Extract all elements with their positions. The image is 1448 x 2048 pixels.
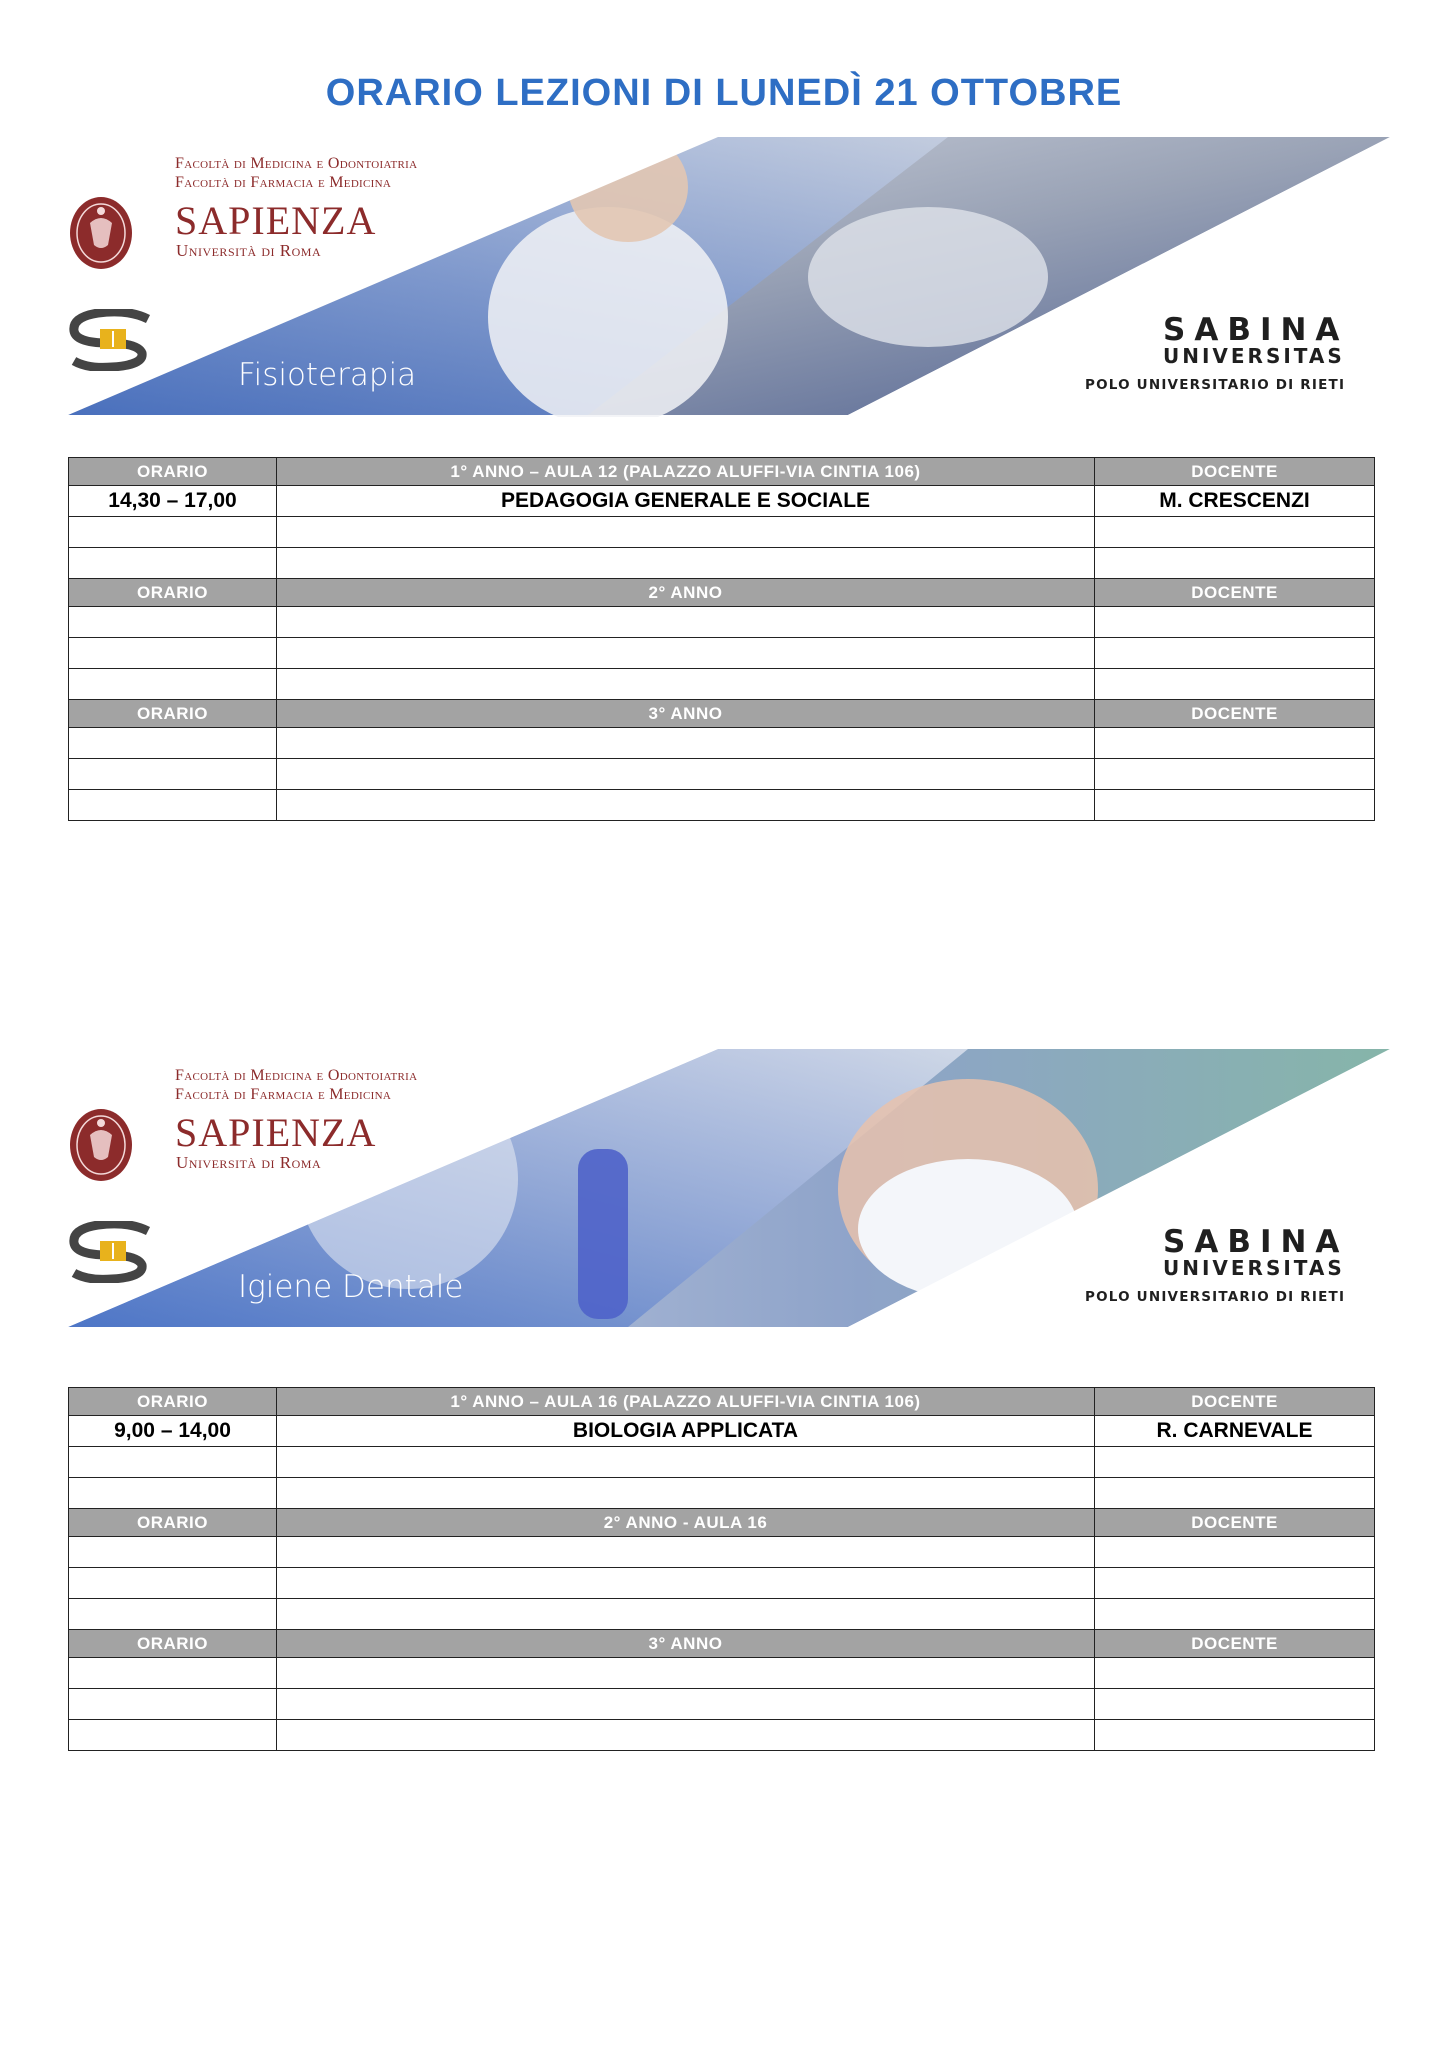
partner-name: SABINA [1163, 312, 1349, 348]
partner-tagline: POLO UNIVERSITARIO DI RIETI [1085, 1289, 1346, 1305]
header-cell: DOCENTE [1095, 1388, 1375, 1416]
header-cell: 2° ANNO - AULA 16 [277, 1509, 1095, 1537]
subject-cell [277, 728, 1095, 759]
table-row [69, 1447, 1375, 1478]
subject-cell [277, 1447, 1095, 1478]
teacher-cell [1095, 1478, 1375, 1509]
table-row [69, 1720, 1375, 1751]
table-row [69, 1478, 1375, 1509]
schedule-table-igiene-dentale [68, 1387, 1375, 1751]
faculty-line-2: Facoltà di Farmacia e Medicina [175, 174, 392, 191]
teacher-cell [1095, 1658, 1375, 1689]
time-cell [69, 759, 277, 790]
partner-name: SABINA [1163, 1224, 1349, 1260]
time-cell [69, 728, 277, 759]
time-cell [69, 548, 277, 579]
university-subtitle: Università di Roma [176, 241, 322, 260]
time-cell [69, 1478, 277, 1509]
time-cell [69, 790, 277, 821]
table-row [69, 790, 1375, 821]
subject-cell [277, 1568, 1095, 1599]
header-cell: ORARIO [69, 579, 277, 607]
header-cell: DOCENTE [1095, 1509, 1375, 1537]
teacher-cell [1095, 1599, 1375, 1630]
subject-cell [277, 759, 1095, 790]
subject-cell: PEDAGOGIA GENERALE E SOCIALE [277, 486, 1095, 517]
teacher-cell [1095, 1537, 1375, 1568]
subject-cell [277, 1599, 1095, 1630]
section-header-row [69, 700, 1375, 728]
subject-cell [277, 1478, 1095, 1509]
table-row [69, 1599, 1375, 1630]
university-name: SAPIENZA [175, 1110, 377, 1155]
header-cell: 2° ANNO [277, 579, 1095, 607]
table-row [69, 486, 1375, 517]
teacher-cell [1095, 548, 1375, 579]
section-header-row [69, 1509, 1375, 1537]
faculty-line-1: Facoltà di Medicina e Odontoiatria [175, 155, 418, 172]
table-row [69, 759, 1375, 790]
header-cell: ORARIO [69, 1388, 277, 1416]
page-title: ORARIO LEZIONI DI LUNEDÌ 21 OTTOBRE [325, 72, 1123, 114]
teacher-cell [1095, 607, 1375, 638]
course-banner-fisioterapia [68, 137, 1390, 417]
sabina-logo-icon [68, 1221, 156, 1283]
table-row [69, 638, 1375, 669]
course-banner-igiene-dentale [68, 1049, 1390, 1329]
header-cell: 3° ANNO [277, 1630, 1095, 1658]
section-header-row [69, 458, 1375, 486]
teacher-cell [1095, 669, 1375, 700]
time-cell [69, 1720, 277, 1751]
sapienza-seal-icon [68, 1107, 134, 1183]
subject-cell [277, 607, 1095, 638]
teacher-cell [1095, 1568, 1375, 1599]
table-row [69, 669, 1375, 700]
sapienza-seal-icon [68, 195, 134, 271]
teacher-cell: M. CRESCENZI [1095, 486, 1375, 517]
teacher-cell [1095, 517, 1375, 548]
table-row [69, 1689, 1375, 1720]
time-cell [69, 1537, 277, 1568]
teacher-cell [1095, 728, 1375, 759]
header-cell: 1° ANNO – AULA 16 (PALAZZO ALUFFI-VIA CINTIA 106) [277, 1388, 1095, 1416]
subject-cell [277, 548, 1095, 579]
header-cell: ORARIO [69, 1509, 277, 1537]
teacher-cell: R. CARNEVALE [1095, 1416, 1375, 1447]
section-header-row [69, 1630, 1375, 1658]
university-subtitle: Università di Roma [176, 1153, 322, 1172]
header-cell: 1° ANNO – AULA 12 (PALAZZO ALUFFI-VIA CINTIA 106) [277, 458, 1095, 486]
table-row [69, 1568, 1375, 1599]
sabina-logo-icon [68, 309, 156, 371]
faculty-line-2: Facoltà di Farmacia e Medicina [175, 1086, 392, 1103]
subject-cell [277, 1537, 1095, 1568]
time-cell [69, 1447, 277, 1478]
faculty-line-1: Facoltà di Medicina e Odontoiatria [175, 1067, 418, 1084]
header-cell: ORARIO [69, 1630, 277, 1658]
section-header-row [69, 1388, 1375, 1416]
section-header-row [69, 579, 1375, 607]
table-row [69, 548, 1375, 579]
subject-cell [277, 790, 1095, 821]
table-row [69, 1537, 1375, 1568]
course-name: Fisioterapia [238, 357, 417, 393]
table-row [69, 1658, 1375, 1689]
teacher-cell [1095, 638, 1375, 669]
header-cell: ORARIO [69, 700, 277, 728]
teacher-cell [1095, 1720, 1375, 1751]
time-cell [69, 517, 277, 548]
time-cell: 14,30 – 17,00 [69, 486, 277, 517]
header-cell: 3° ANNO [277, 700, 1095, 728]
time-cell [69, 1599, 277, 1630]
header-cell: DOCENTE [1095, 579, 1375, 607]
teacher-cell [1095, 1689, 1375, 1720]
time-cell [69, 638, 277, 669]
time-cell [69, 669, 277, 700]
partner-tagline: POLO UNIVERSITARIO DI RIETI [1085, 377, 1346, 393]
schedule-table-fisioterapia [68, 457, 1375, 821]
university-name: SAPIENZA [175, 198, 377, 243]
header-cell: DOCENTE [1095, 458, 1375, 486]
partner-subtitle: UNIVERSITAS [1163, 1256, 1345, 1280]
table-row [69, 1416, 1375, 1447]
time-cell: 9,00 – 14,00 [69, 1416, 277, 1447]
subject-cell [277, 1658, 1095, 1689]
header-cell: DOCENTE [1095, 700, 1375, 728]
time-cell [69, 607, 277, 638]
table-row [69, 728, 1375, 759]
subject-cell: BIOLOGIA APPLICATA [277, 1416, 1095, 1447]
table-row [69, 607, 1375, 638]
partner-subtitle: UNIVERSITAS [1163, 344, 1345, 368]
time-cell [69, 1689, 277, 1720]
time-cell [69, 1568, 277, 1599]
header-cell: ORARIO [69, 458, 277, 486]
teacher-cell [1095, 790, 1375, 821]
teacher-cell [1095, 1447, 1375, 1478]
table-row [69, 517, 1375, 548]
subject-cell [277, 1720, 1095, 1751]
subject-cell [277, 1689, 1095, 1720]
course-name: Igiene Dentale [238, 1269, 464, 1305]
teacher-cell [1095, 759, 1375, 790]
subject-cell [277, 517, 1095, 548]
time-cell [69, 1658, 277, 1689]
header-cell: DOCENTE [1095, 1630, 1375, 1658]
subject-cell [277, 669, 1095, 700]
subject-cell [277, 638, 1095, 669]
